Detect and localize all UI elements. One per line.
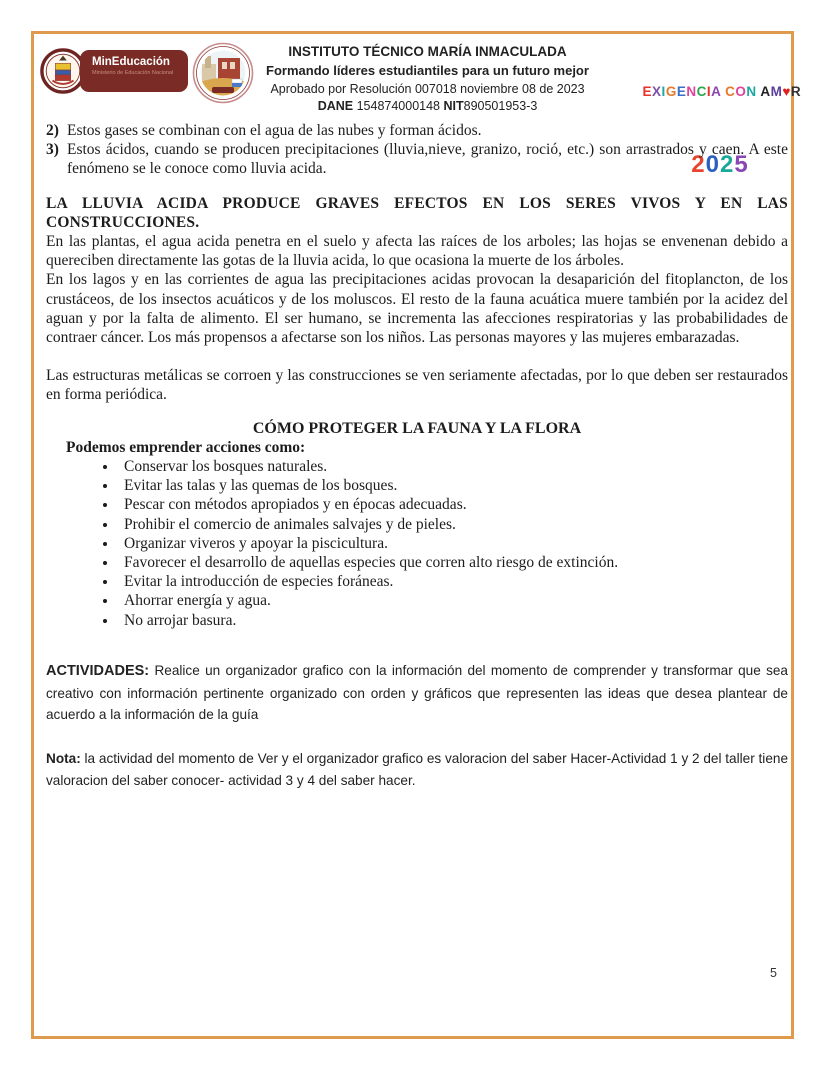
actividades-label: ACTIVIDADES: (46, 662, 150, 679)
motto-year-digit: 2 (720, 151, 735, 178)
motto-letter: O (735, 84, 747, 99)
item-text: Estos ácidos, cuando se producen precipitaciones (lluvia,nieve, granizo, roció, etc.) son arrastrados y caen. A este fenómeno se le conoce como lluvia acida. (67, 141, 788, 178)
motto-letter: C (696, 84, 707, 99)
mineducacion-logo (80, 50, 188, 92)
page-number: 5 (770, 966, 777, 980)
numbered-item (46, 140, 788, 178)
nit-value: 890501953-3 (463, 99, 538, 113)
mineducacion-sublabel: Ministerio de Educación Nacional (92, 70, 174, 76)
motto-letter: X (652, 84, 662, 99)
bullet-item: • Ahorrar energía y agua. (118, 591, 788, 610)
institution-header-text (249, 42, 606, 115)
motto-letter: N (746, 84, 757, 99)
motto-letter: ♥ (782, 84, 791, 99)
numbered-item (46, 121, 788, 140)
bullet-item: • Pescar con métodos apropiados y en épocas adecuadas. (118, 495, 788, 514)
bullet-item: • No arrojar basura. (118, 611, 788, 630)
nit-label: NIT (443, 99, 464, 113)
motto-letter: I (706, 84, 712, 99)
item-text: Estos gases se combinan con el agua de las nubes y forman ácidos. (67, 122, 482, 139)
paragraph-lagos: En los lagos y en las corrientes de agua las precipitaciones acidas provocan la desaparición del fitoplancton, de los crustáceos, de los insectos acuáticos y de los moluscos. El resto de la fauna acuática muere también por la acidez del aguan y por la falta de alimento. El ser humano, se incrementa las afecciones respiratorias y las probabilidades de contraer cáncer. Los más propensos a afectarse son los niños. Las personas mayores y las mujeres embarazadas. (46, 271, 788, 347)
numbered-list (46, 121, 788, 179)
motto-letter: G (665, 84, 677, 99)
nota-label: Nota: (46, 751, 81, 767)
motto-letter: E (642, 84, 653, 99)
paragraph-plantas: En las plantas, el agua acida penetra en el suelo y afecta las raíces de los arboles; las hojas se envenenan debido a quereciben directamente las gotas de la lluvia acida, lo que ocasiona la muerte de los árboles. (46, 233, 788, 270)
section-heading-fauna-flora: CÓMO PROTEGER LA FAUNA Y LA FLORA (252, 419, 582, 437)
actividades-text: Realice un organizador grafico con la información del momento de comprender y transformar que sea creativo con información pertinente organizado con orden y gráficos que representen las ideas que desea plantear de acuerdo a la información de la guía (46, 662, 788, 723)
motto-text (617, 52, 802, 100)
bullet-list-intro: Podemos emprender acciones como: (66, 438, 306, 456)
approval-line: Aprobado por Resolución 007018 noviembre 08 de 2023 (270, 82, 585, 96)
motto-letter: A (711, 84, 721, 99)
item-number: 3) (46, 141, 59, 159)
motto-letter: A (760, 84, 771, 99)
bullet-item: • Evitar la introducción de especies foráneas. (118, 572, 788, 591)
institution-subtitle: Formando líderes estudiantiles para un futuro mejor (266, 63, 589, 78)
document-body (46, 121, 788, 792)
mineducacion-label: MinEducación (92, 56, 170, 68)
motto-letter: N (686, 84, 697, 99)
dane-value: 154874000148 (353, 99, 444, 113)
motto-year-digit: 5 (734, 151, 749, 178)
nota-paragraph (46, 748, 788, 792)
nota-text: la actividad del momento de Ver y el organizador grafico es valoracion del saber Hacer-Actividad 1 y 2 del taller tiene valoracion del saber conocer- actividad 3 y 4 del saber hacer. (46, 751, 789, 789)
bullet-item: • Conservar los bosques naturales. (118, 457, 788, 476)
institution-title: INSTITUTO TÉCNICO MARÍA INMACULADA (288, 44, 567, 59)
motto-letter: M (770, 84, 783, 99)
paragraph-estructuras: Las estructuras metálicas se corroen y las construcciones se ven seriamente afectadas, por lo que deben ser restaurados en forma periódica. (46, 367, 788, 404)
bullet-item: • Evitar las talas y las quemas de los bosques. (118, 476, 788, 495)
actividades-paragraph (46, 660, 788, 726)
motto-letter: R (790, 84, 802, 99)
motto-letter: E (676, 84, 687, 99)
dane-label: DANE (317, 99, 354, 113)
school-crest-icon (192, 42, 254, 104)
item-number: 2) (46, 122, 59, 139)
motto-year-digit: 2 (691, 151, 706, 178)
motto-year-digit: 0 (705, 151, 720, 178)
header-logos (40, 42, 254, 104)
bullet-item: • Prohibir el comercio de animales salvajes y de pieles. (118, 515, 788, 534)
motto-letter: I (661, 84, 666, 99)
bullet-item: • Favorecer el desarrollo de aquellas especies que corren alto riesgo de extinción. (118, 553, 788, 572)
motto-letter: C (725, 84, 736, 99)
page-border-frame (31, 31, 802, 1039)
section-heading-lluvia-acida: LA LLUVIA ACIDA PRODUCE GRAVES EFECTOS EN LOS SERES VIVOS Y EN LAS CONSTRUCCIONES. (46, 194, 788, 231)
actions-bullet-list (46, 457, 788, 630)
bullet-item: • Organizar viveros y apoyar la piscicultura. (118, 534, 788, 553)
dane-nit-line (249, 98, 606, 115)
